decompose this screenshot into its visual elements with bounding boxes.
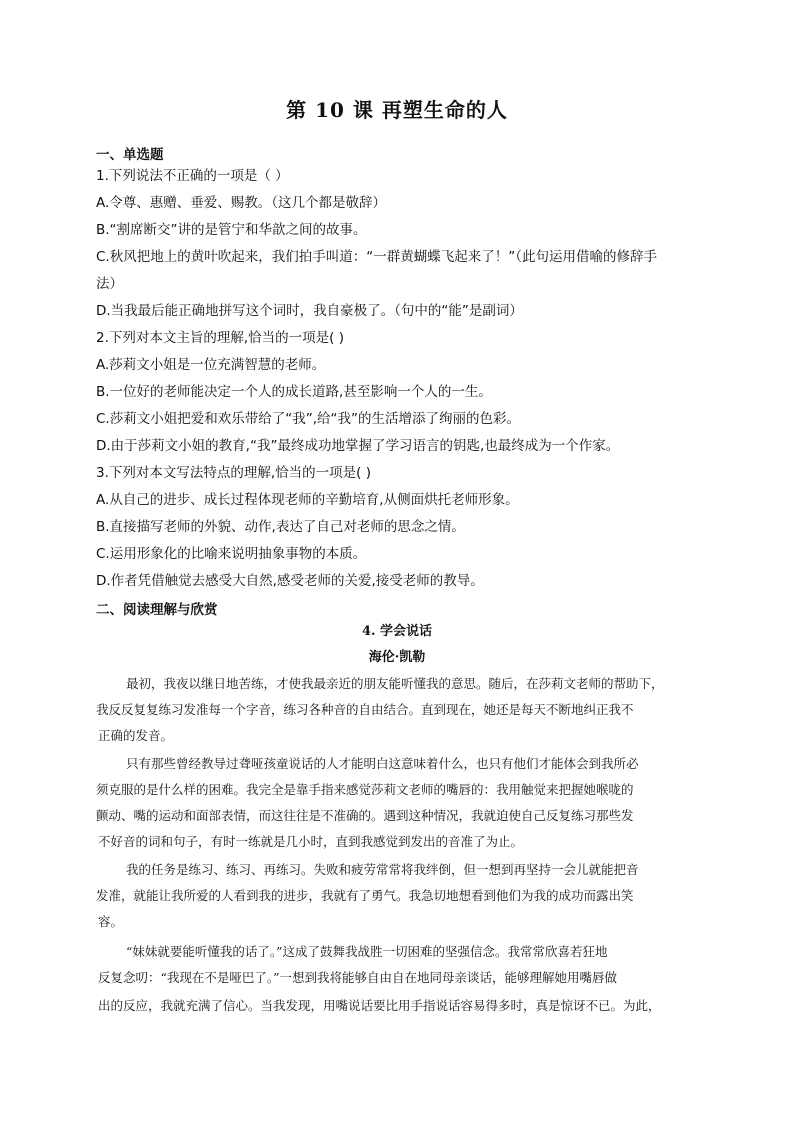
- question-3-option-d: D.作者凭借触觉去感受大自然,感受老师的关爱,接受老师的教导。: [96, 573, 484, 589]
- question-1-option-b: B.“割席断交”讲的是管宁和华歆之间的故事。: [96, 222, 367, 238]
- question-1-option-a: A.令尊、惠赠、垂爱、赐教。（这几个都是敬辞）: [96, 195, 387, 211]
- question-2-option-a: A.莎莉文小姐是一位充满智慧的老师。: [96, 357, 326, 373]
- passage-line: 出的反应，我就充满了信心。当我发现，用嘴说话要比用手指说话容易得多时，真是惊讶不已。为此，: [98, 998, 661, 1013]
- question-3-option-c: C.运用形象化的比喻来说明抽象事物的本质。: [96, 546, 367, 562]
- question-2-option-b: B.一位好的老师能决定一个人的成长道路,甚至影响一个人的一生。: [96, 384, 492, 400]
- passage-line: 反复念叨：“我现在不是哑巴了。”一想到我将能够自由自在地同母亲谈话，能够理解她用嘴唇做: [98, 970, 618, 985]
- passage-line: 我的任务是练习、练习、再练习。失败和疲劳常常将我绊倒，但一想到再坚持一会儿就能把音: [126, 862, 639, 877]
- passage-line: 不好音的词和句子，有时一练就是几小时，直到我感觉到发出的音准了为止。: [98, 834, 524, 849]
- question-1-option-c: C.秋风把地上的黄叶吹起来，我们拍手叫道：“一群黄蝴蝶飞起来了！”（此句运用借喻的修辞手: [96, 249, 657, 265]
- passage-line: 我反反复复练习发准每一个字音，练习各种音的自由结合。直到现在，她还是每天不断地纠正我不: [96, 702, 634, 717]
- question-2-option-c: C.莎莉文小姐把爱和欢乐带给了“我”,给“我”的生活增添了绚丽的色彩。: [96, 411, 520, 427]
- passage-line: 正确的发音。: [98, 728, 174, 743]
- question-2-stem: 2.下列对本文主旨的理解,恰当的一项是( ): [96, 330, 344, 346]
- question-1-option-c-continued: 法）: [96, 276, 123, 292]
- passage-line: 发准，就能让我所爱的人看到我的进步，我就有了勇气。我急切地想看到他们为我的成功而露出笑: [96, 888, 634, 903]
- page-title: 第 10 课 再塑生命的人: [286, 98, 508, 122]
- passage-title: 4. 学会说话: [361, 624, 433, 639]
- passage-line: 最初，我夜以继日地苦练，才使我最亲近的朋友能听懂我的意思。随后，在莎莉文老师的帮助下，: [126, 676, 664, 691]
- passage-line: 须克服的是什么样的困难。我完全是靠手指来感觉莎莉文老师的嘴唇的：我用触觉来把握她喉咙的: [96, 782, 634, 797]
- passage-line: 颤动、嘴的运动和面部表情，而这往往是不准确的。遇到这种情况，我就迫使自己反复练习那些发: [96, 808, 634, 823]
- question-1-stem: 1.下列说法不正确的一项是（ ）: [96, 168, 289, 184]
- section-heading-reading: 二、阅读理解与欣赏: [96, 602, 218, 618]
- passage-line: 容。: [98, 914, 124, 929]
- question-1-option-d: D.当我最后能正确地拼写这个词时，我自豪极了。（句中的“能”是副词）: [96, 303, 523, 319]
- passage-line: 只有那些曾经教导过聋哑孩童说话的人才能明白这意味着什么，也只有他们才能体会到我所必: [126, 756, 639, 771]
- passage-line: “妹妹就要能听懂我的话了。”这成了鼓舞我战胜一切困难的坚强信念。我常常欣喜若狂地: [126, 944, 608, 959]
- section-heading-single-choice: 一、单选题: [96, 147, 164, 163]
- question-3-option-a: A.从自己的进步、成长过程体现老师的辛勤培育,从侧面烘托老师形象。: [96, 492, 519, 508]
- question-2-option-d: D.由于莎莉文小姐的教育,“我”最终成功地掌握了学习语言的钥匙,也最终成为一个作家。: [96, 438, 620, 454]
- question-3-option-b: B.直接描写老师的外貌、动作,表达了自己对老师的思念之情。: [96, 519, 465, 535]
- passage-author: 海伦·凯勒: [368, 650, 426, 665]
- question-3-stem: 3.下列对本文写法特点的理解,恰当的一项是( ): [96, 465, 371, 481]
